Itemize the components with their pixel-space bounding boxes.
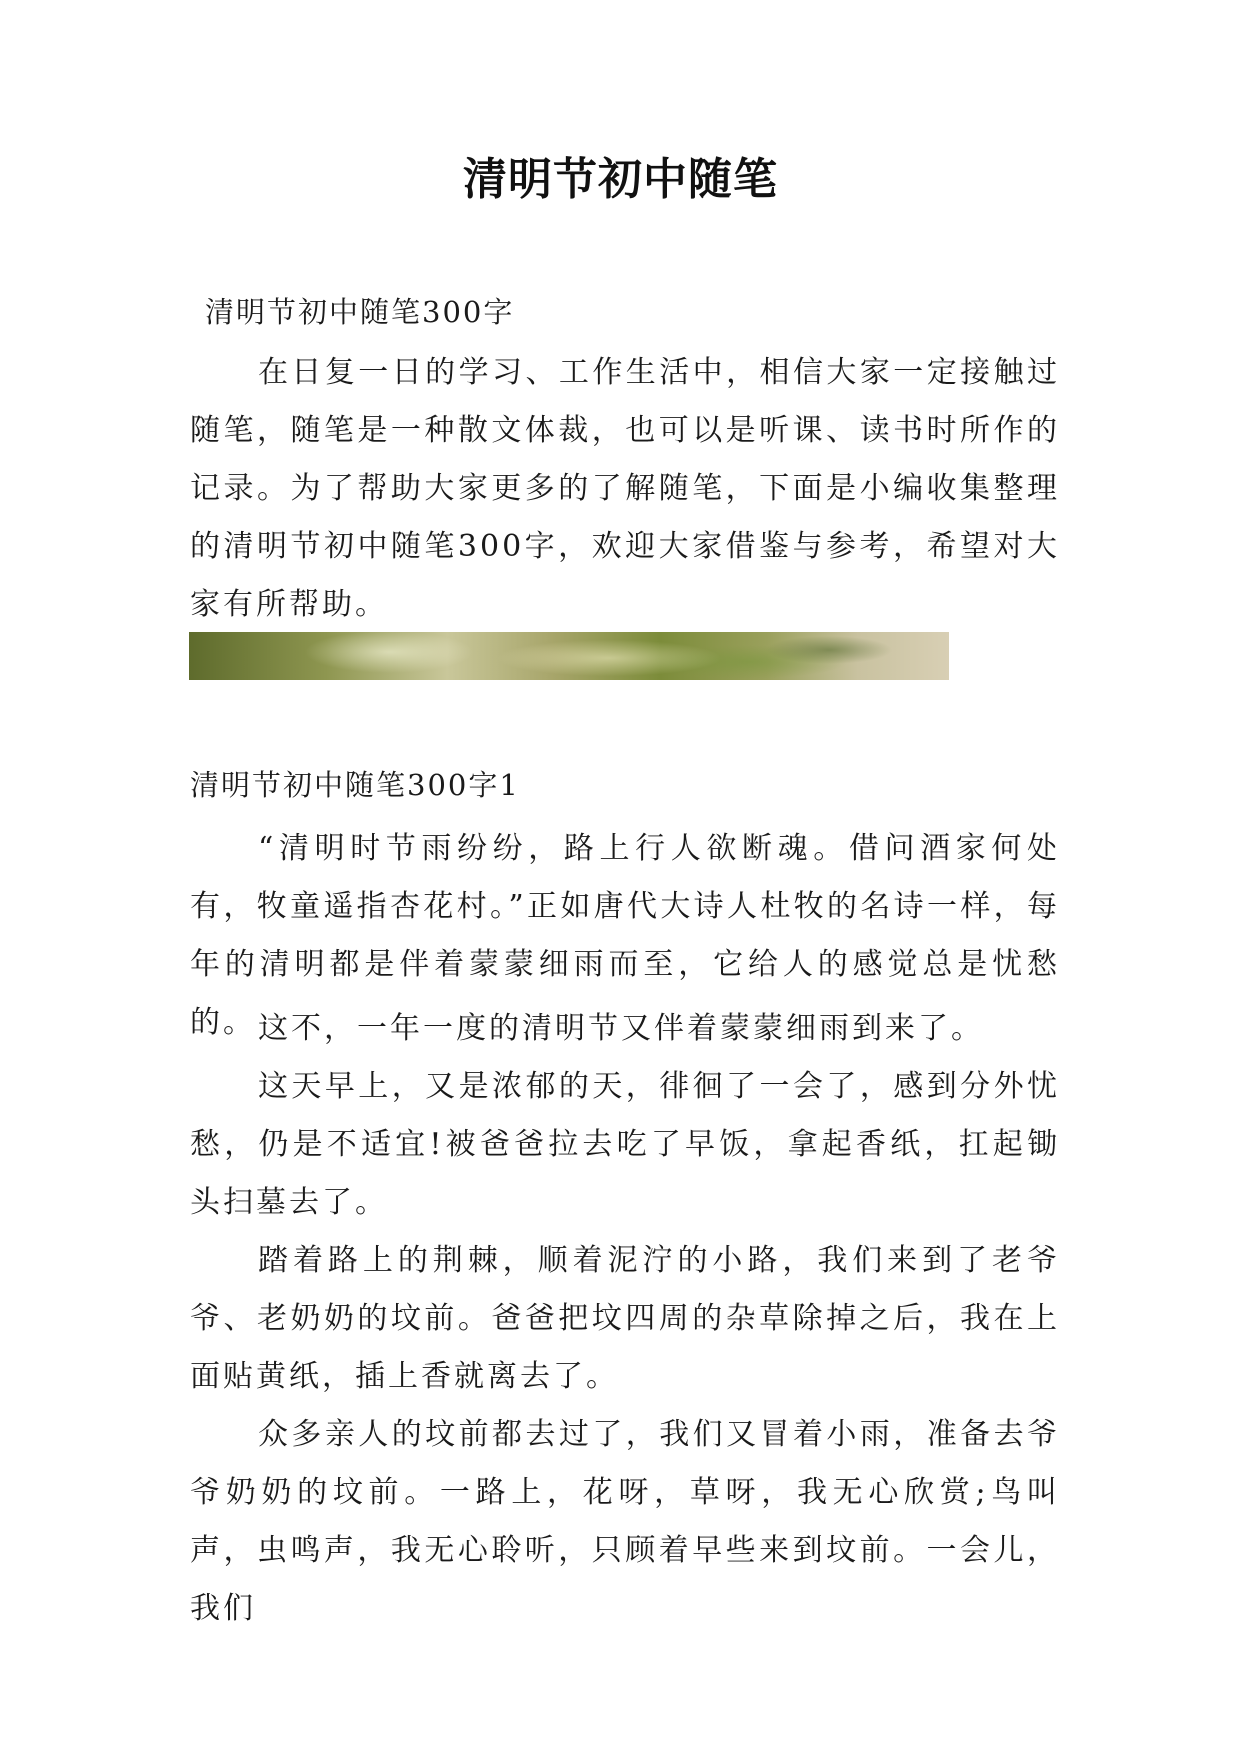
body-paragraph-3: 这天早上，又是浓郁的天，徘徊了一会了，感到分外忧愁，仍是不适宜!被爸爸拉去吃了早饭，拿起香纸，扛起锄头扫墓去了。	[190, 1069, 1060, 1220]
banner-image	[189, 632, 949, 680]
body-paragraph-2: 这不，一年一度的清明节又伴着蒙蒙细雨到来了。	[258, 1011, 984, 1046]
body-paragraph-1: “清明时节雨纷纷，路上行人欲断魂。借问酒家何处有，牧童遥指杏花村。”正如唐代大诗人杜牧的名诗一样，每年的清明都是伴着蒙蒙细雨而至，它给人的感觉总是忧愁的。	[190, 831, 1060, 1040]
body-paragraph-5: 众多亲人的坟前都去过了，我们又冒着小雨，准备去爷爷奶奶的坟前。一路上，花呀，草呀，我无心欣赏;鸟叫声，虫鸣声，我无心聆听，只顾着早些来到坟前。一会儿，我们	[190, 1417, 1060, 1626]
body-paragraph-4: 踏着路上的荆棘，顺着泥泞的小路，我们来到了老爷爷、老奶奶的坟前。爸爸把坟四周的杂草除掉之后，我在上面贴黄纸，插上香就离去了。	[190, 1243, 1060, 1394]
document-subtitle: 清明节初中随笔300字	[205, 295, 515, 329]
section-heading: 清明节初中随笔300字1	[190, 768, 520, 802]
intro-paragraph: 在日复一日的学习、工作生活中，相信大家一定接触过随笔，随笔是一种散文体裁，也可以是听课、读书时所作的记录。为了帮助大家更多的了解随笔，下面是小编收集整理的清明节初中随笔300字，欢迎大家借鉴与参考，希望对大家有所帮助。	[190, 355, 1060, 622]
document-title: 清明节初中随笔	[463, 154, 778, 205]
